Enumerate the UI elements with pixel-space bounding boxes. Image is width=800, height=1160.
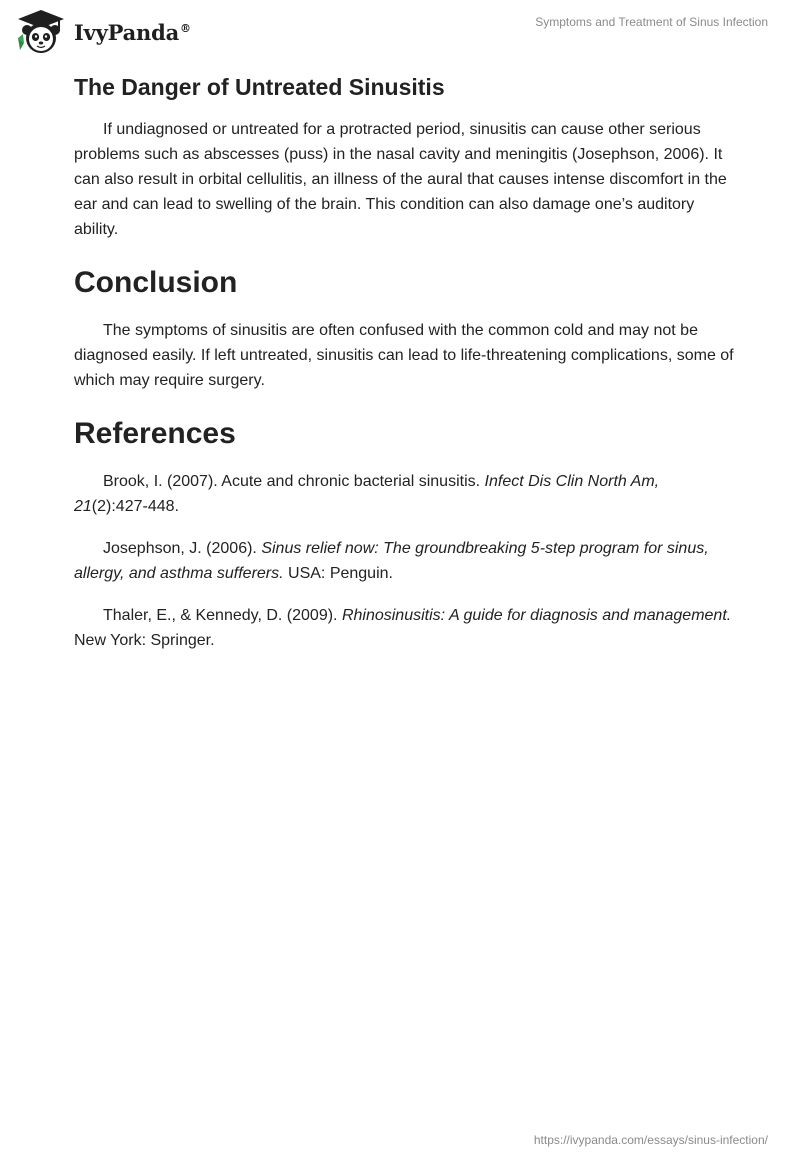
panda-logo-icon: [14, 8, 68, 56]
section-heading-references: References: [74, 417, 236, 450]
brand-name: IvyPanda®: [74, 19, 191, 45]
section-heading-danger: The Danger of Untreated Sinusitis: [74, 74, 445, 100]
page-header: [0, 0, 800, 60]
reference-item: Josephson, J. (2006). Sinus relief now: The groundbreaking 5-step program for sinus, allergy, and asthma sufferers. USA: Penguin.: [74, 540, 709, 582]
document-title: Symptoms and Treatment of Sinus Infection: [535, 15, 768, 29]
source-url-link[interactable]: https://ivypanda.com/essays/sinus-infection/: [533, 1133, 768, 1147]
reference-item: Brook, I. (2007). Acute and chronic bacterial sinusitis. Infect Dis Clin North Am, 21(2):427-448.: [74, 473, 660, 515]
reference-item: Thaler, E., & Kennedy, D. (2009). Rhinosinusitis: A guide for diagnosis and management. New York: Springer.: [74, 607, 732, 649]
brand-logo[interactable]: [14, 8, 191, 56]
paragraph-conclusion: The symptoms of sinusitis are often confused with the common cold and may not be diagnosed easily. If left untreated, sinusitis can lead to life-threatening complications, some of which may require surgery.: [74, 322, 734, 389]
essay-content: [74, 70, 734, 670]
paragraph-danger: If undiagnosed or untreated for a protracted period, sinusitis can cause other serious problems such as abscesses (puss) in the nasal cavity and meningitis (Josephson, 2006). It can also result in orbital cellulitis, an illness of the aural that causes intense discomfort in the ear and can lead to swelling of the brain. This condition can also damage one’s auditory ability.: [74, 121, 727, 238]
section-heading-conclusion: Conclusion: [74, 266, 238, 299]
